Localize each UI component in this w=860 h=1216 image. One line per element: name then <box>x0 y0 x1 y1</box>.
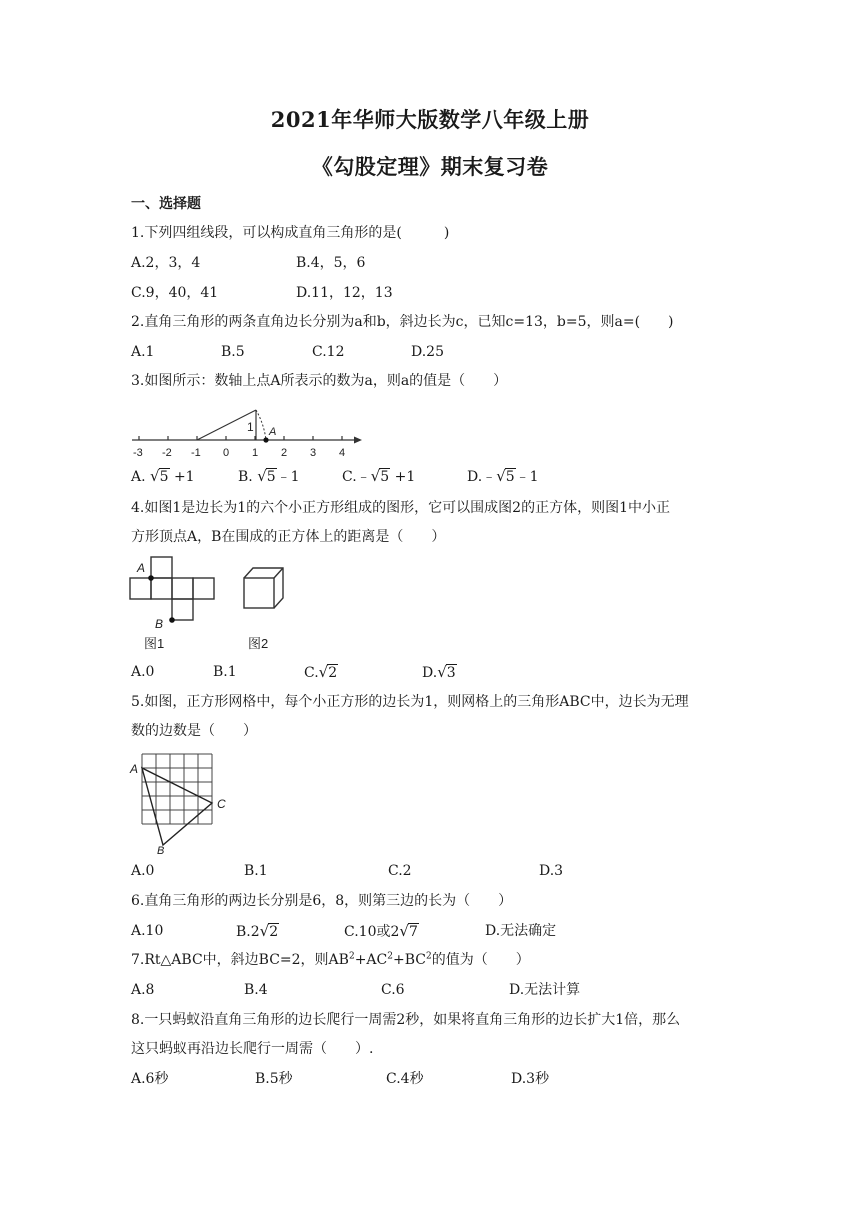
sqrt-icon: √ <box>259 922 270 940</box>
q2-option-d: D.25 <box>411 344 444 360</box>
q7-option-a: A.8 <box>131 982 155 998</box>
q8-stem-1: 8.一只蚂蚁沿直角三角形的边长爬行一周需2秒，如果将直角三角形的边长扩大1倍，那么 <box>131 1012 681 1028</box>
number-line-arrow <box>354 437 362 444</box>
point-a <box>263 437 268 442</box>
number-line-tick-labels <box>133 447 345 459</box>
q6-option-a: A.10 <box>131 923 164 939</box>
q2-option-c: C.12 <box>312 344 345 360</box>
q3-option-b <box>238 466 300 487</box>
q4-d-prefix: D. <box>422 665 438 681</box>
q8-option-b: B.5秒 <box>255 1071 293 1087</box>
tick-label: -2 <box>162 447 172 459</box>
q3-d-prefix: D.﹣ <box>467 469 497 485</box>
q4-d-radicand: 3 <box>446 665 456 681</box>
sqrt-icon: √ <box>496 467 506 485</box>
q7-exponent-3: 2 <box>426 951 432 962</box>
q4-stem-1: 4.如图1是边长为1的六个小正方形组成的图形，它可以围成图2的正方体，则图1中小正 <box>131 500 670 516</box>
q4-c-prefix: C. <box>304 665 319 681</box>
cube-net-figure <box>128 555 293 653</box>
q8-option-d: D.3秒 <box>511 1071 550 1087</box>
q6-b-radicand: 2 <box>269 924 279 940</box>
q4-option-a: A.0 <box>131 664 155 680</box>
q8-option-a: A.6秒 <box>131 1071 169 1087</box>
q2-option-a: A.1 <box>131 344 155 360</box>
square-grid <box>142 754 212 824</box>
vertex-b-label: B <box>155 617 164 631</box>
sqrt-icon: √ <box>150 467 160 485</box>
tick-label: -3 <box>133 447 143 459</box>
number-line-figure <box>128 398 368 460</box>
q7-stem-part-4: 的值为（ ） <box>431 952 530 968</box>
q7-option-c: C.6 <box>381 982 405 998</box>
q4-stem-2: 方形顶点A，B在围成的正方体上的距离是（ ） <box>131 529 446 545</box>
q8-stem-2: 这只蚂蚁再沿边长爬行一周需（ ）. <box>131 1041 374 1057</box>
sqrt-icon: √ <box>399 922 409 940</box>
q3-a-radicand: 5 <box>159 469 169 485</box>
vertex-b <box>169 617 175 623</box>
point-a-label: A <box>269 426 277 438</box>
title-line-1: 2021年华师大版数学八年级上册 <box>270 107 590 132</box>
q6-stem: 6.直角三角形的两边长分别是6，8，则第三边的长为（ ） <box>131 893 513 909</box>
unit-label: 1 <box>247 420 254 434</box>
q6-c-prefix: C.10或2 <box>344 924 400 940</box>
tick-label: 0 <box>223 447 230 459</box>
q1-option-b: B.4，5，6 <box>296 255 366 271</box>
q3-d-radicand: 5 <box>505 469 515 485</box>
q4-option-c <box>304 662 338 683</box>
point-b-label: B <box>157 845 165 854</box>
q7-option-b: B.4 <box>244 982 268 998</box>
q3-c-suffix: +1 <box>394 469 416 485</box>
q3-d-suffix: ﹣1 <box>515 469 539 485</box>
q5-option-c: C.2 <box>388 863 412 879</box>
cube-drawing <box>244 568 283 608</box>
q5-option-b: B.1 <box>244 863 268 879</box>
q3-a-prefix: A. <box>131 469 146 485</box>
q1-option-d: D.11，12，13 <box>296 285 393 301</box>
tick-label: 4 <box>339 447 346 459</box>
q3-b-radicand: 5 <box>266 469 276 485</box>
triangle-abc <box>142 768 212 845</box>
q7-stem-part-1: 7.Rt△ABC中，斜边BC=2，则AB <box>131 952 349 968</box>
q8-option-c: C.4秒 <box>386 1071 424 1087</box>
q6-c-radicand: 7 <box>408 924 418 940</box>
q3-a-suffix: +1 <box>173 469 195 485</box>
q3-b-prefix: B. <box>238 469 253 485</box>
q2-stem: 2.直角三角形的两条直角边长分别为a和b，斜边长为c，已知c=13，b=5，则a=( ) <box>131 314 674 330</box>
q7-stem <box>131 950 530 970</box>
q3-option-c <box>342 466 415 487</box>
tick-label: 2 <box>281 447 288 459</box>
q6-option-b <box>236 921 279 942</box>
figure-1-caption: 图1 <box>144 636 165 651</box>
q4-option-d <box>422 662 457 683</box>
q4-c-radicand: 2 <box>328 665 338 681</box>
figure-2-caption: 图2 <box>248 636 269 651</box>
q3-b-suffix: ﹣1 <box>276 469 300 485</box>
q5-stem-2: 数的边数是（ ） <box>131 723 257 739</box>
q7-option-d: D.无法计算 <box>509 982 581 998</box>
q3-c-radicand: 5 <box>380 469 390 485</box>
section-heading: 一、选择题 <box>131 196 201 212</box>
sqrt-icon: √ <box>318 663 329 681</box>
q6-option-c <box>344 921 419 942</box>
q3-stem: 3.如图所示：数轴上点A所表示的数为a，则a的值是（ ） <box>131 373 508 389</box>
q5-option-d: D.3 <box>539 863 564 879</box>
q7-exponent-1: 2 <box>348 951 355 962</box>
sqrt-icon: √ <box>370 467 381 485</box>
tick-label: -1 <box>191 447 201 459</box>
q6-b-prefix: B.2 <box>236 924 260 940</box>
q7-stem-part-2: +AC <box>354 952 388 968</box>
vertex-a <box>148 575 154 581</box>
q4-option-b: B.1 <box>213 664 237 680</box>
sqrt-icon: √ <box>257 467 267 485</box>
q5-option-a: A.0 <box>131 863 155 879</box>
point-a-label: A <box>130 762 139 776</box>
compass-arc <box>256 410 266 440</box>
tick-label: 1 <box>252 447 259 459</box>
q3-option-a <box>131 466 195 487</box>
sqrt-icon: √ <box>437 663 447 681</box>
q1-option-a: A.2，3，4 <box>131 255 201 271</box>
vertex-a-label: A <box>137 561 146 575</box>
q1-option-c: C.9，40，41 <box>131 285 219 301</box>
q6-option-d: D.无法确定 <box>485 923 557 939</box>
q3-c-prefix: C.﹣ <box>342 469 371 485</box>
tick-label: 3 <box>310 447 317 459</box>
q1-stem: 1.下列四组线段，可以构成直角三角形的是( ) <box>131 225 450 241</box>
q2-option-b: B.5 <box>221 344 245 360</box>
q3-option-d <box>467 466 539 487</box>
title-line-2: 《勾股定理》期末复习卷 <box>311 154 549 179</box>
grid-triangle-figure <box>128 750 240 854</box>
point-c-label: C <box>217 797 226 811</box>
q5-stem-1: 5.如图，正方形网格中，每个小正方形的边长为1，则网格上的三角形ABC中，边长为无理 <box>131 694 689 710</box>
q7-exponent-2: 2 <box>387 951 393 962</box>
q7-stem-part-3: +BC <box>393 952 426 968</box>
